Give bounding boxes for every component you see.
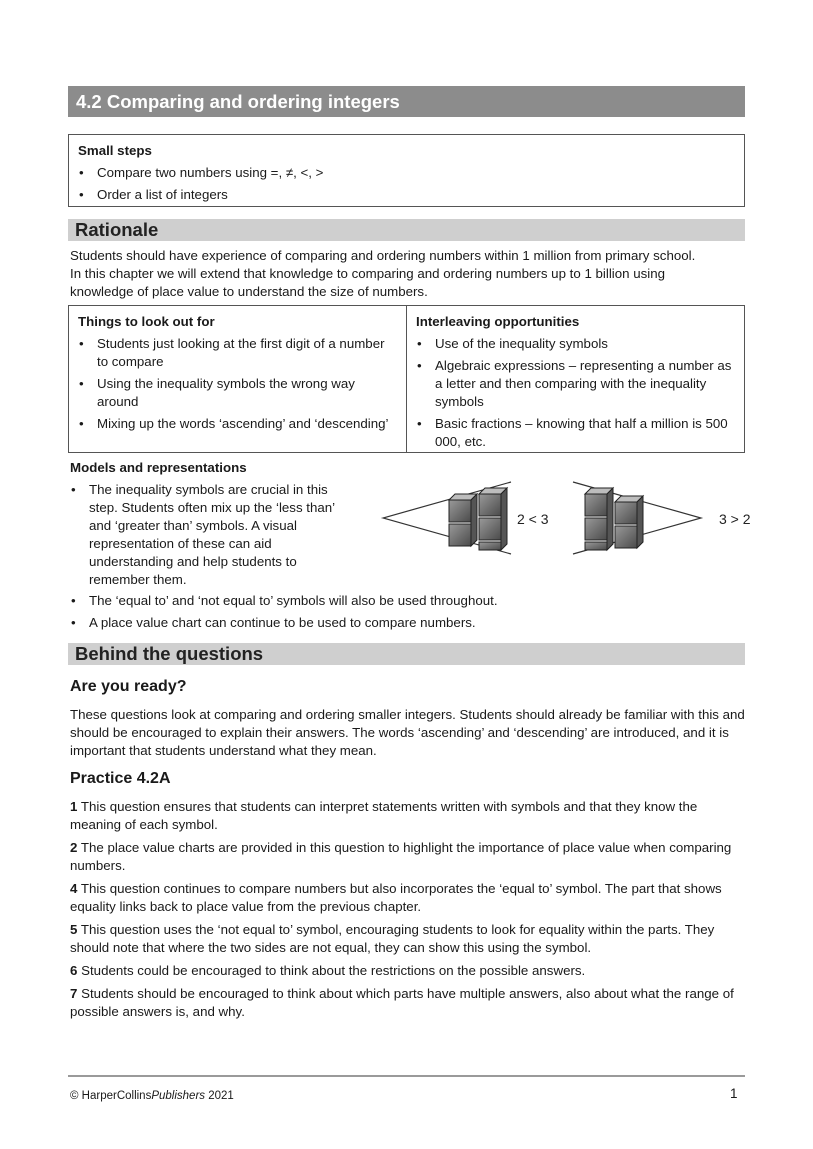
interleaving-heading: Interleaving opportunities — [416, 314, 580, 329]
question-number: 7 — [70, 986, 78, 1001]
look-out-heading: Things to look out for — [78, 314, 215, 329]
models-item: • The inequality symbols are crucial in this step. Students often mix up the ‘less than’ and ‘greater than’ symbols. A visual representation of these can aid understanding and help students to remember them. — [70, 481, 345, 589]
question-text: This question ensures that students can interpret statements written with symbols and that they know the meaning of each symbol. — [70, 799, 698, 832]
small-step-item: • Order a list of integers — [78, 186, 735, 204]
question-text: The place value charts are provided in this question to highlight the importance of place value when comparing numbers. — [70, 840, 732, 873]
page-title: 4.2 Comparing and ordering integers — [68, 86, 745, 117]
rationale-line: knowledge of place value to understand the size of numbers. — [70, 284, 428, 299]
question-text: Students should be encouraged to think about which parts have multiple answers, also about what the range of possible answers is, and why. — [70, 986, 734, 1019]
cube-stack-3 — [479, 488, 507, 550]
interleaving-item: • Basic fractions – knowing that half a million is 500 000, etc. — [416, 415, 735, 451]
question-note — [70, 798, 750, 834]
question-number: 4 — [70, 881, 78, 896]
question-number: 5 — [70, 922, 78, 937]
interleaving-column — [407, 306, 744, 452]
question-number: 1 — [70, 799, 78, 814]
question-text: This question continues to compare numbers but also incorporates the ‘equal to’ symbol. The part that shows equality links back to place value from the previous chapter. — [70, 881, 722, 914]
rationale-text — [70, 247, 750, 301]
cube-stack-2 — [449, 494, 477, 546]
behind-heading: Behind the questions — [68, 643, 745, 665]
models-heading: Models and representations — [70, 460, 247, 475]
rationale-line: Students should have experience of comparing and ordering numbers within 1 million from primary school. — [70, 248, 696, 263]
models-item: • A place value chart can continue to be used to compare numbers. — [70, 614, 750, 632]
question-note — [70, 962, 750, 980]
interleaving-item: • Algebraic expressions – representing a number as a letter and then comparing with the inequality symbols — [416, 357, 735, 411]
models-list-2 — [70, 592, 750, 636]
footer-copyright — [70, 1087, 234, 1105]
copyright-year: 2021 — [205, 1090, 234, 1102]
greater-than-label: 3 > 2 — [719, 511, 751, 527]
question-text: Students could be encouraged to think about the restrictions on the possible answers. — [81, 963, 586, 978]
rationale-line: In this chapter we will extend that knowledge to comparing and ordering numbers up to 1 billion using — [70, 266, 666, 281]
cube-stack-3b — [585, 488, 613, 550]
question-notes — [70, 798, 750, 1026]
inequality-diagram — [375, 474, 755, 564]
question-note — [70, 839, 750, 875]
question-number: 6 — [70, 963, 78, 978]
less-than-label: 2 < 3 — [517, 511, 549, 527]
footer-divider — [68, 1075, 745, 1077]
page-number: 1 — [730, 1086, 738, 1101]
practice-heading: Practice 4.2A — [70, 770, 171, 787]
ready-text: These questions look at comparing and ordering smaller integers. Students should already be familiar with this and should be encouraged to explain their answers. The words ‘ascending’ and ‘descending’ are introduced, and it is important that students understand what they mean. — [70, 707, 745, 758]
look-out-column — [69, 306, 407, 452]
look-out-item: • Using the inequality symbols the wrong way around — [78, 375, 397, 411]
look-out-item: • Mixing up the words ‘ascending’ and ‘descending’ — [78, 415, 397, 433]
question-note — [70, 921, 750, 957]
question-note — [70, 985, 750, 1021]
lookout-interleaving-box — [68, 305, 745, 453]
copyright-italic: Publishers — [151, 1090, 206, 1102]
rationale-heading: Rationale — [68, 219, 745, 241]
models-item: • The ‘equal to’ and ‘not equal to’ symbols will also be used throughout. — [70, 592, 750, 610]
small-steps-heading: Small steps — [78, 143, 152, 158]
ready-heading: Are you ready? — [70, 678, 187, 695]
small-steps-box — [68, 134, 745, 207]
question-note — [70, 880, 750, 916]
question-text: This question uses the ‘not equal to’ symbol, encouraging students to look for equality within the parts. They should note that where the two sides are not equal, they can show this using the symbol. — [70, 922, 715, 955]
question-number: 2 — [70, 840, 78, 855]
copyright-prefix: © HarperCollins — [70, 1090, 152, 1102]
look-out-item: • Students just looking at the first digit of a number to compare — [78, 335, 397, 371]
models-list — [70, 481, 345, 593]
interleaving-item: • Use of the inequality symbols — [416, 335, 735, 353]
small-step-item: • Compare two numbers using =, ≠, <, > — [78, 164, 735, 182]
cube-stack-2b — [615, 496, 643, 548]
